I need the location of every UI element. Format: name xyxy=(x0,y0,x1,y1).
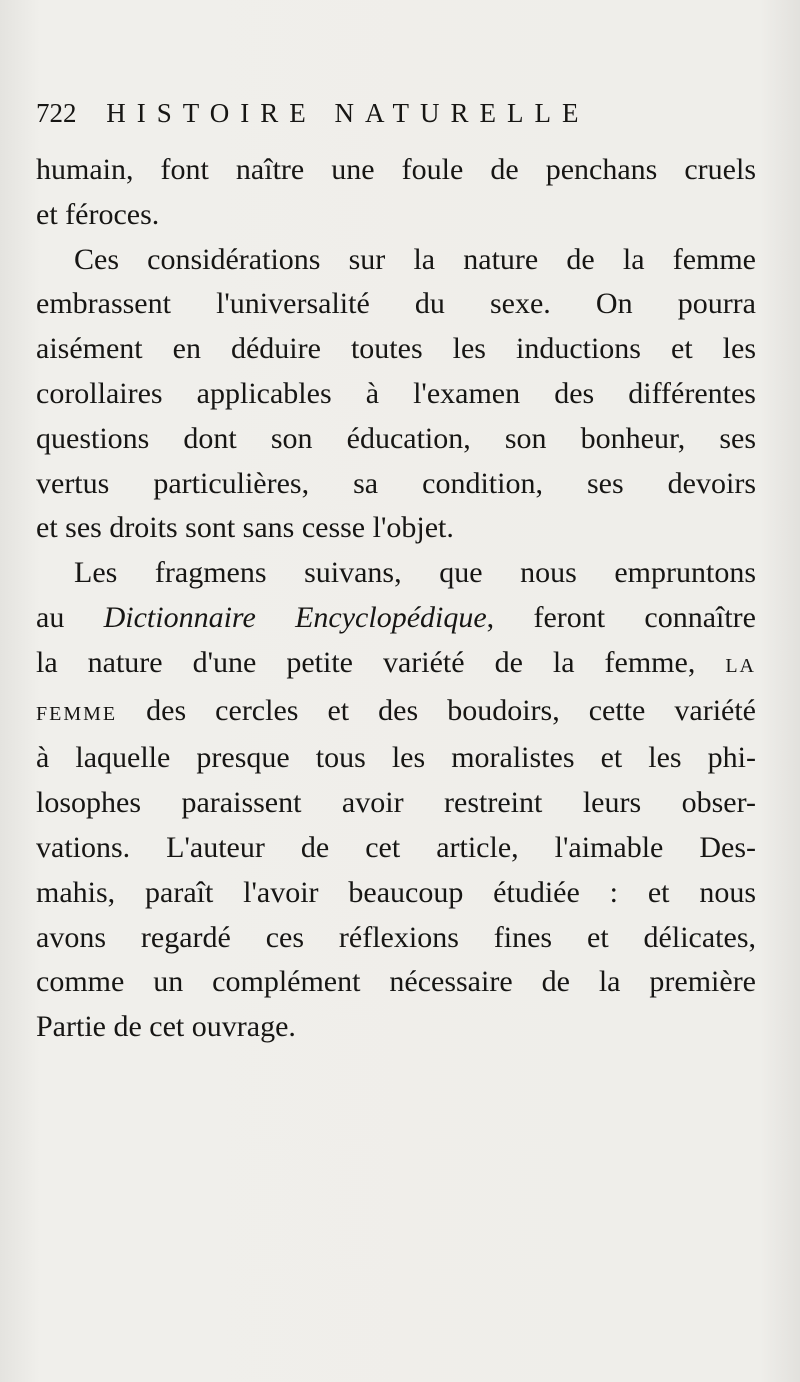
text-line: corollaires applicables à l'examen des différentes xyxy=(36,376,756,410)
text-line: et ses droits sont sans cesse l'objet. xyxy=(36,511,454,545)
paragraph-1 xyxy=(36,148,756,238)
text-line: mahis, paraît l'avoir beaucoup étudiée : et nous xyxy=(36,875,756,909)
running-header xyxy=(36,98,736,129)
running-title: HISTOIRE NATURELLE xyxy=(106,98,590,128)
text-line: vertus particulières, sa condition, ses devoirs xyxy=(36,466,756,500)
text-line: à laquelle presque tous les moralistes et les phi- xyxy=(36,741,756,775)
text-line xyxy=(36,551,756,596)
text-segment: des cercles et des boudoirs, cette variété xyxy=(117,693,756,727)
text-line: questions dont son éducation, son bonheur, ses xyxy=(36,421,756,455)
body-text xyxy=(36,148,756,1050)
text-line xyxy=(36,641,756,689)
text-segment: Les fragmens suivans, que nous empruntons xyxy=(74,556,756,590)
text-line: losophes paraissent avoir restreint leurs obser- xyxy=(36,786,756,820)
text-line: vations. L'auteur de cet article, l'aimable Des- xyxy=(36,830,756,864)
text-line: avons regardé ces réflexions fines et délicates, xyxy=(36,920,756,954)
cited-work-title: Dictionnaire Encyclopédique xyxy=(103,600,487,634)
paragraph-2 xyxy=(36,238,756,552)
text-line: Ces considérations sur la nature de la femme xyxy=(74,242,756,276)
text-segment: , feront connaître xyxy=(486,600,756,634)
small-caps-text: FEMME xyxy=(36,702,118,725)
text-line: humain, font naître une foule de penchans cruels xyxy=(36,153,756,186)
text-line: comme un complément nécessaire de la première xyxy=(36,965,756,999)
text-line xyxy=(36,689,756,737)
text-line xyxy=(36,596,756,641)
text-line: et féroces. xyxy=(36,197,160,231)
text-line: embrassent l'universalité du sexe. On pourra xyxy=(36,287,756,321)
page-number: 722 xyxy=(36,98,77,128)
text-line: aisément en déduire toutes les inductions et les xyxy=(36,332,756,366)
paragraph-3 xyxy=(36,551,756,1050)
text-line: Partie de cet ouvrage. xyxy=(36,1010,296,1044)
text-segment: la nature d'une petite variété de la femme, xyxy=(36,645,726,679)
text-segment: au xyxy=(36,600,104,634)
small-caps-text: LA xyxy=(725,654,756,677)
